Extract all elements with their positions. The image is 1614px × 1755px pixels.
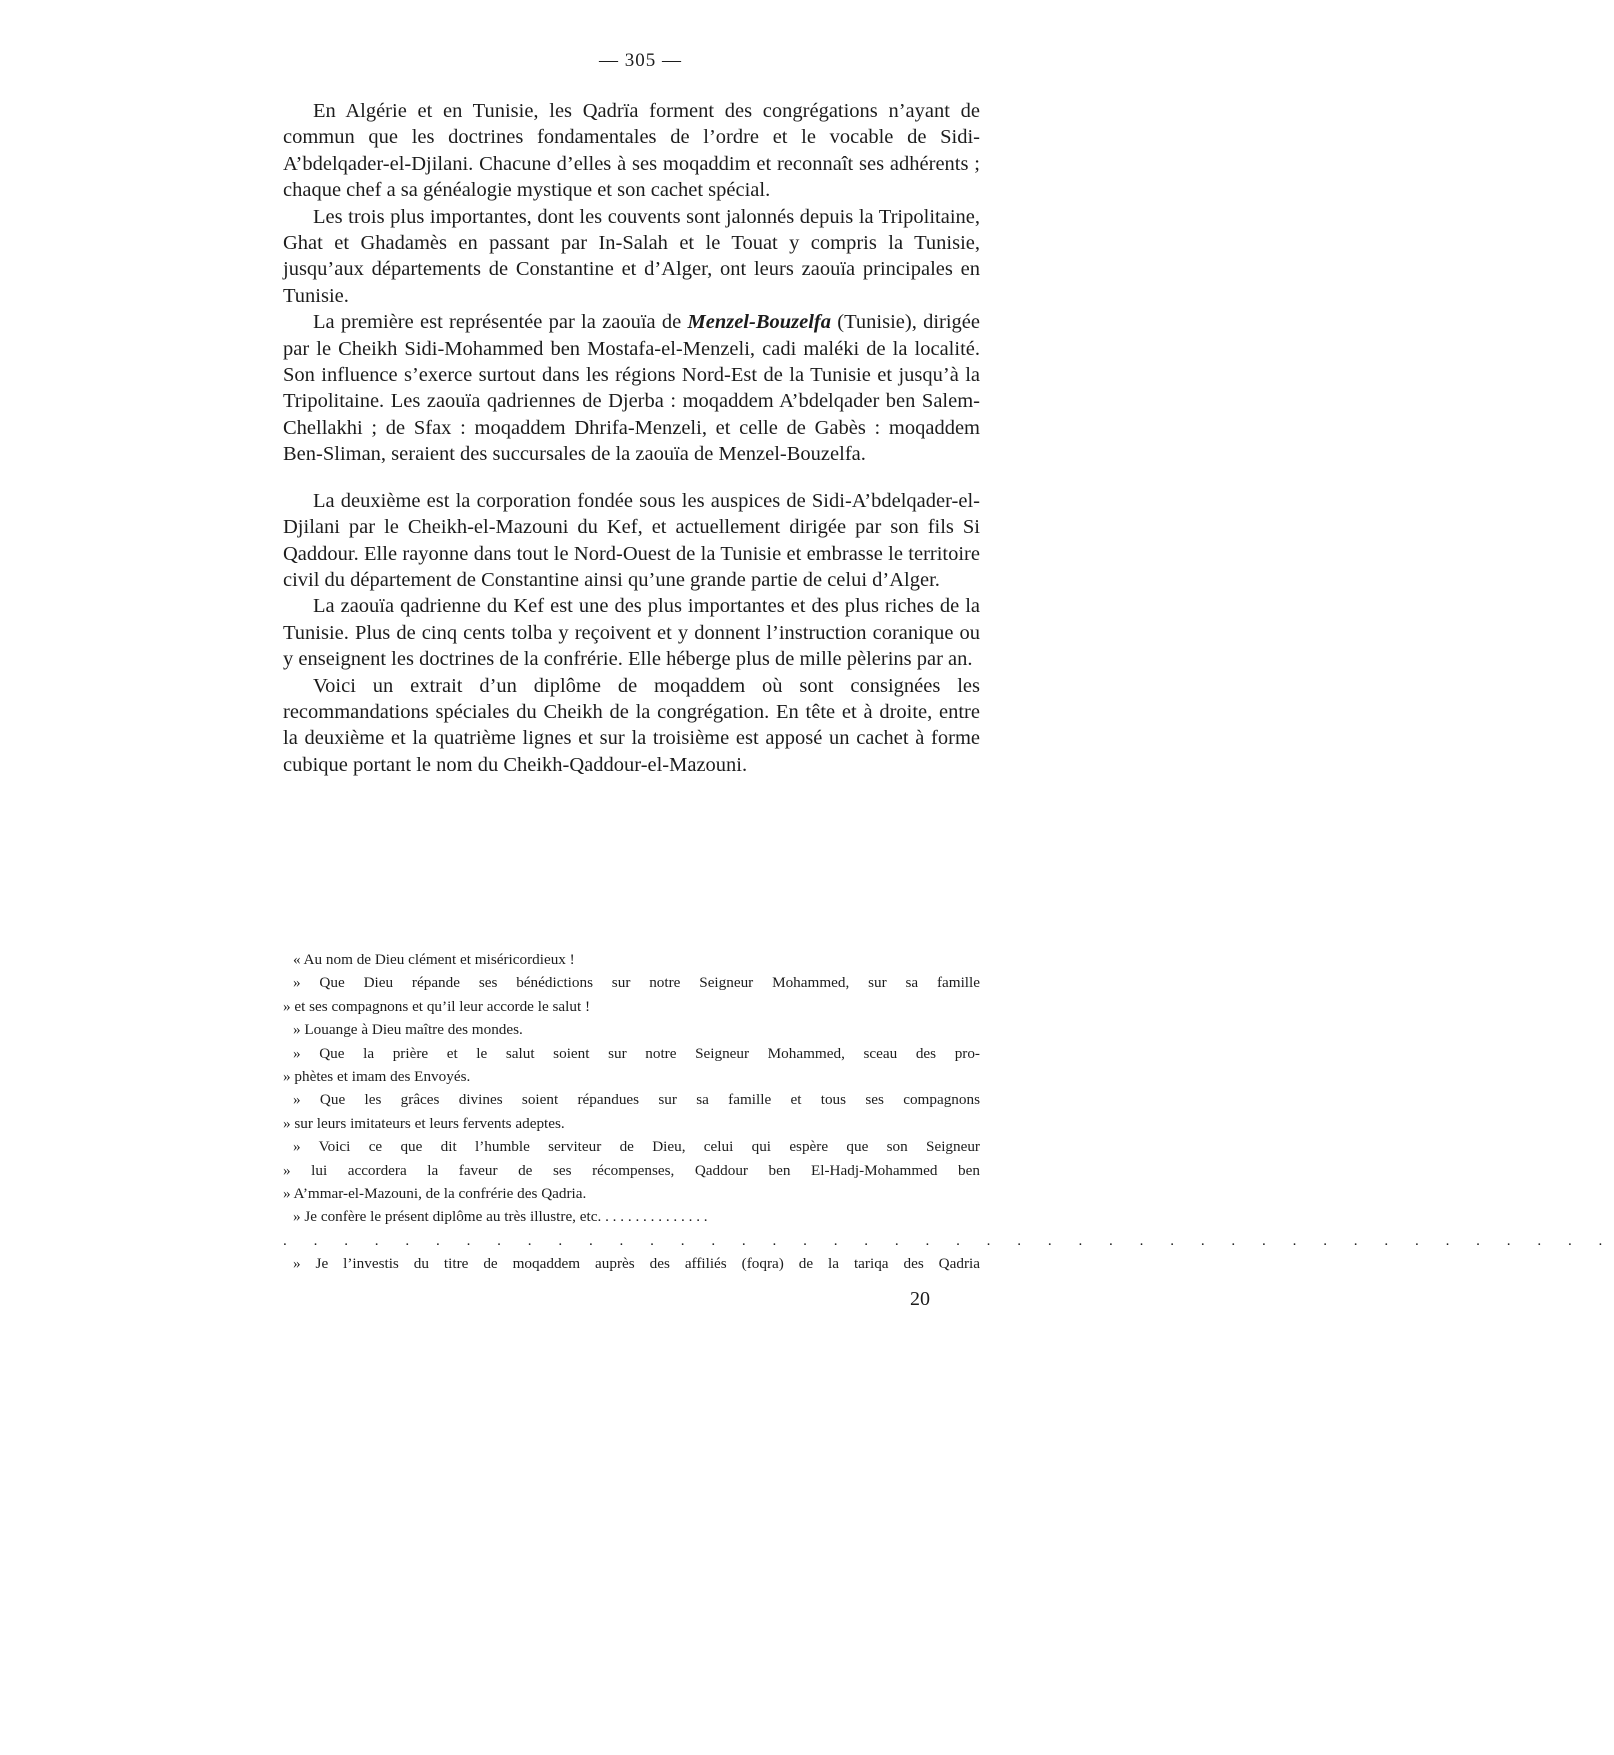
quote-line: » Que Dieu répande ses bénédictions sur notre Seigneur Mohammed, sur sa famille — [293, 974, 980, 992]
paragraph-qadria-congregations: En Algérie et en Tunisie, les Qadrïa forment des congrégations n’ayant de commun que les doctrines fondamentales de l’ordre et le vocable de Sidi-A’bdelqader-el-Djilani. Chacune d’elles à ses moqaddim et reconnaît ses adhérents ; chaque chef a sa généalogie mystique et son cachet spécial. — [283, 100, 980, 202]
quote-line: » sur leurs imitateurs et leurs fervents adeptes. — [283, 1114, 565, 1132]
paragraph-first-zaouia-start: La première est représentée par la zaouïa de — [313, 311, 688, 334]
quote-line: » Voici ce que dit l’humble serviteur de Dieu, celui qui espère que son Seigneur — [293, 1138, 980, 1156]
paragraph-first-zaouia-rest: (Tunisie), dirigée par le Cheikh Sidi-Mohammed ben Mostafa-el-Menzeli, cadi maléki de la localité. Son influence s’exerce surtout dans les régions Nord-Est de la Tunisie et jusqu’à la Tripolitaine. Les zaouïa qadriennes de Djerba : moqaddem A’bdelqader ben Salem-Chellakhi ; de Sfax : moqaddem Dhrifa-Menzeli, et celle de Gabès : moqaddem Ben-Sliman, seraient des succursales de la zaouïa de Menzel-Bouzelfa. — [283, 311, 980, 466]
quote-line: » Que les grâces divines soient répandues sur sa famille et tous ses compagnons — [293, 1091, 980, 1109]
quote-line: » Louange à Dieu maître des mondes. — [293, 1021, 523, 1039]
body-text — [283, 98, 980, 778]
quote-line: » Je l’investis du titre de moqaddem auprès des affiliés (foqra) de la tariqa des Qadria — [293, 1255, 980, 1273]
place-name-menzel-bouzelfa: Menzel-Bouzelfa — [687, 311, 831, 334]
paragraph-first-zaouia — [283, 309, 980, 467]
paragraph-kef-zaouia: La zaouïa qadrienne du Kef est une des plus importantes et des plus riches de la Tunisie. Plus de cinq cents tolba y reçoivent et y donnent l’instruction coranique ou y enseignent les doctrines de la confrérie. Elle héberge plus de mille pèlerins par an. — [283, 595, 980, 671]
page-number: — 305 — — [599, 50, 682, 71]
diploma-quotation — [283, 948, 1614, 1276]
quote-line: » Que la prière et le salut soient sur notre Seigneur Mohammed, sceau des pro- — [293, 1044, 980, 1062]
quote-line: » Je confère le présent diplôme au très illustre, etc. . . . . . . . . . . . . . . — [293, 1208, 708, 1226]
quote-line: » et ses compagnons et qu’il leur accorde le salut ! — [283, 997, 591, 1015]
paragraph-three-most-important: Les trois plus importantes, dont les couvents sont jalonnés depuis la Tripolitaine, Ghat et Ghadamès en passant par In-Salah et le Touat y compris la Tunisie, jusqu’aux départements de Constantine et d’Alger, ont leurs zaouïa principales en Tunisie. — [283, 205, 980, 307]
quote-line: » A’mmar-el-Mazouni, de la confrérie des Qadria. — [283, 1185, 587, 1203]
paragraph-second-corporation: La deuxième est la corporation fondée sous les auspices de Sidi-A’bdelqader-el-Djilani par le Cheikh-el-Mazouni du Kef, et actuellement dirigée par son fils Si Qaddour. Elle rayonne dans tout le Nord-Ouest de la Tunisie et embrasse le territoire civil du département de Constantine ainsi qu’une grande partie de celui d’Alger. — [283, 489, 980, 591]
paragraph-diploma-extract: Voici un extrait d’un diplôme de moqaddem où sont consignées les recommandations spéciales du Cheikh de la congrégation. En tête et à droite, entre la deuxième et la quatrième lignes et sur la troisième est apposé un cachet à forme cubique portant le nom du Cheikh-Qaddour-el-Mazouni. — [283, 674, 980, 776]
quote-line: » phètes et imam des Envoyés. — [283, 1068, 471, 1086]
signature-mark: 20 — [910, 1288, 930, 1310]
quote-line: » lui accordera la faveur de ses récompenses, Qaddour ben El-Hadj-Mohammed ben — [283, 1161, 980, 1179]
ellipsis-line: . . . . . . . . . . . . . . . . . . . . . . . . . . . . . . . . . . . . . . . . . . . . — [283, 1231, 1614, 1249]
quote-line: « Au nom de Dieu clément et miséricordieux ! — [293, 951, 575, 968]
